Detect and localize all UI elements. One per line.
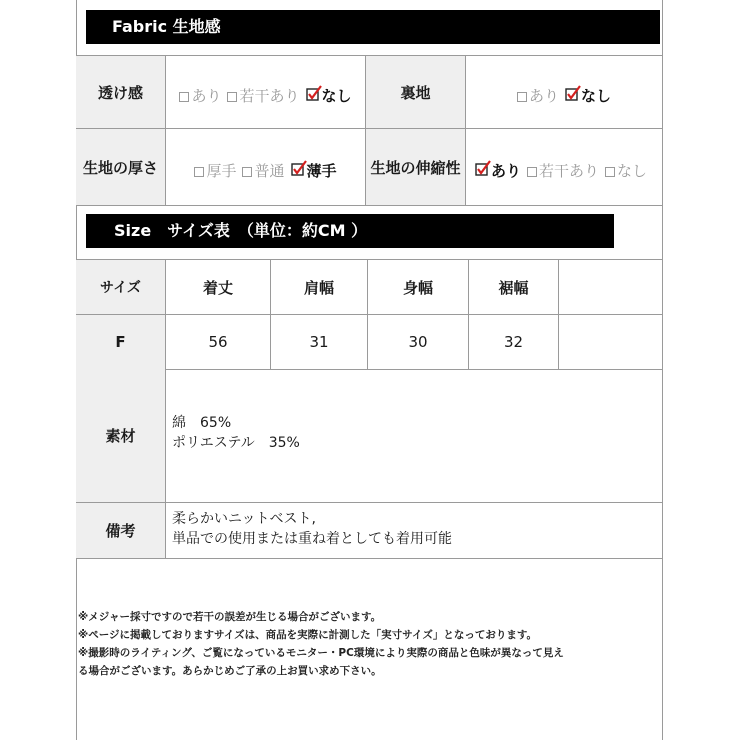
option-urachi: [565, 85, 611, 106]
remarks-line: 柔らかいニットベスト,: [172, 511, 316, 527]
notes: [78, 608, 663, 680]
option-shinshuku: [475, 160, 521, 181]
remarks-label: 備考: [76, 503, 166, 559]
option-label: 薄手: [306, 161, 337, 180]
note-line: ※ページに掲載しておりますサイズは、商品を実際に計測した「実寸サイズ」となっております。: [78, 629, 537, 641]
size-header-cell: 身幅: [368, 260, 469, 315]
size-header-cell: サイズ: [76, 260, 166, 315]
option-label: なし: [581, 86, 612, 105]
size-header-cell: [559, 260, 663, 315]
option-sukekan: [306, 85, 352, 106]
note-line: ※撮影時のライティング、ご覧になっているモニター・PC環境により実際の商品と色味が異なって見え: [78, 647, 564, 659]
option-shinshuku: [527, 160, 599, 181]
option-sukekan: [227, 85, 299, 106]
size-value-cell: [559, 315, 663, 370]
fabric-header: [86, 10, 660, 44]
size-table: [76, 259, 663, 369]
note-line: ※メジャー採寸ですので若干の誤差が生じる場合がございます。: [78, 611, 382, 623]
option-label: あり: [191, 86, 222, 105]
atsusa-label: 生地の厚さ: [76, 129, 166, 206]
checked-box-icon: [475, 163, 489, 177]
option-label: 厚手: [206, 161, 237, 180]
option-label: 若干あり: [539, 161, 600, 180]
size-header-cell: 着丈: [166, 260, 271, 315]
size-title: Size サイズ表 （単位：約CM ）: [114, 221, 368, 240]
shinshuku-options: [466, 129, 663, 206]
option-label: なし: [321, 86, 352, 105]
checkbox-icon: [179, 92, 189, 102]
option-label: 若干あり: [239, 86, 300, 105]
size-value-cell: 32: [469, 315, 559, 370]
checkbox-icon: [194, 167, 204, 177]
option-atsusa: [194, 160, 236, 181]
checkbox-icon: [227, 92, 237, 102]
option-label: 普通: [254, 161, 285, 180]
option-atsusa: [242, 160, 284, 181]
size-header: [86, 214, 614, 248]
checked-box-icon: [291, 163, 305, 177]
option-urachi: [517, 85, 559, 106]
material-line: 綿 65%: [172, 415, 232, 431]
option-label: あり: [491, 161, 522, 180]
option-atsusa: [291, 160, 337, 181]
urachi-label: 裏地: [366, 56, 466, 129]
remarks-value: [166, 503, 663, 559]
size-value-cell: 56: [166, 315, 271, 370]
size-value-cell: 31: [271, 315, 368, 370]
checkbox-icon: [517, 92, 527, 102]
option-label: なし: [617, 161, 648, 180]
size-value-cell: F: [76, 315, 166, 370]
remarks-line: 単品での使用または重ね着としても着用可能: [172, 531, 452, 547]
checkbox-icon: [242, 167, 252, 177]
fabric-table: [76, 55, 663, 205]
sukekan-options: [166, 56, 366, 129]
urachi-options: [466, 56, 663, 129]
checked-box-icon: [306, 88, 320, 102]
material-line: ポリエステル 35%: [172, 435, 300, 451]
option-shinshuku: [605, 160, 647, 181]
fabric-title: Fabric 生地感: [112, 17, 221, 36]
detail-table: [76, 369, 663, 559]
size-header-cell: 肩幅: [271, 260, 368, 315]
shinshuku-label: 生地の伸縮性: [366, 129, 466, 206]
option-label: あり: [528, 86, 559, 105]
checkbox-icon: [527, 167, 537, 177]
material-label: 素材: [76, 369, 166, 503]
atsusa-options: [166, 129, 366, 206]
sukekan-label: 透け感: [76, 56, 166, 129]
material-value: [166, 369, 663, 503]
checkbox-icon: [605, 167, 615, 177]
size-header-cell: 裾幅: [469, 260, 559, 315]
size-value-cell: 30: [368, 315, 469, 370]
option-sukekan: [179, 85, 221, 106]
checked-box-icon: [565, 88, 579, 102]
note-line: る場合がございます。あらかじめご了承の上お買い求め下さい。: [78, 665, 382, 677]
